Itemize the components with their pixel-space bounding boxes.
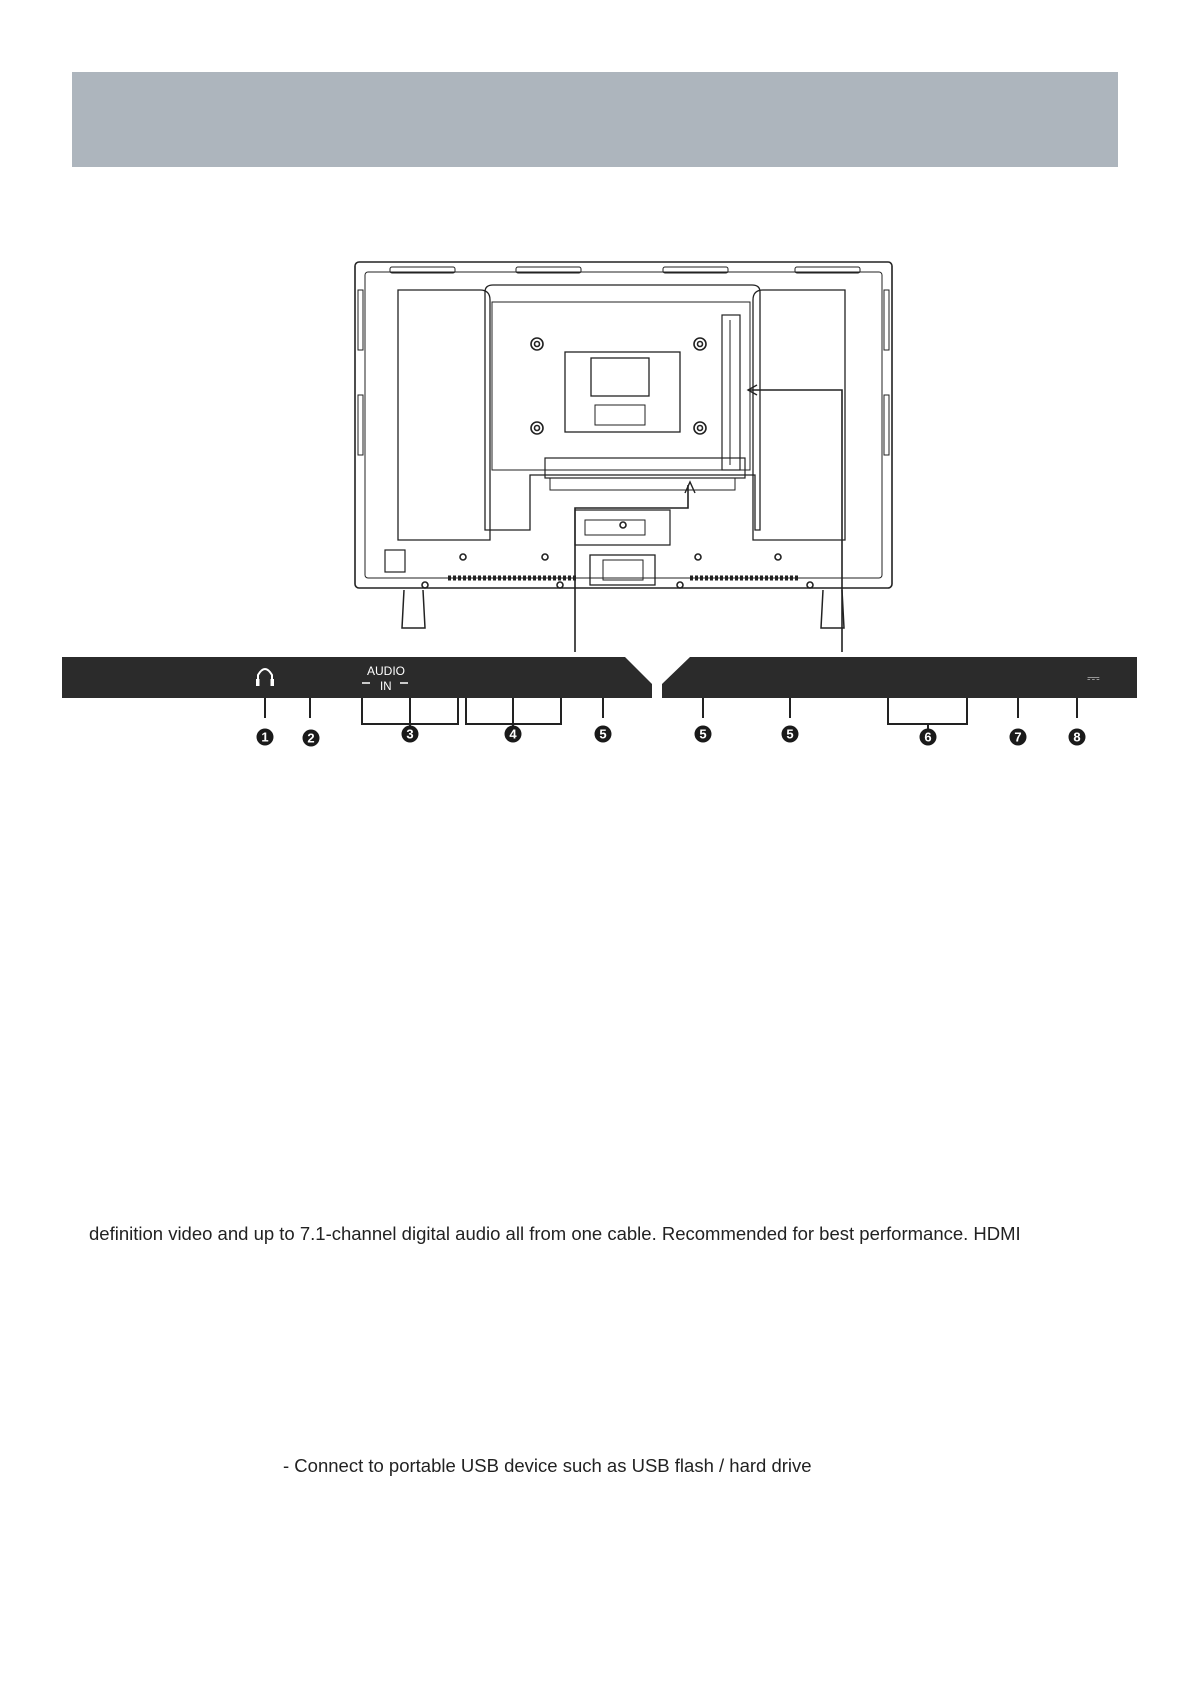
rating-label-plate [565, 352, 680, 432]
callout-4 [505, 726, 522, 743]
svg-text:5: 5 [599, 726, 607, 742]
svg-text:5: 5 [699, 726, 707, 742]
hdmi-description-line: definition video and up to 7.1-channel digital audio all from one cable. Recommended for best performance. HDMI [89, 1223, 1021, 1244]
audio-label-bottom: IN [380, 681, 392, 693]
svg-text:5: 5 [786, 726, 794, 742]
svg-text:8: 8 [1073, 729, 1081, 745]
svg-text:6: 6 [924, 729, 932, 745]
tv-rear-diagram [0, 0, 1191, 780]
right-port-panel [662, 657, 1137, 698]
svg-text:1: 1 [261, 729, 269, 745]
usb-description-line: - Connect to portable USB device such as USB flash / hard drive [283, 1455, 812, 1476]
callout-5c [782, 726, 799, 743]
svg-text:4: 4 [509, 726, 517, 742]
callout-1 [257, 729, 274, 746]
dc-power-symbol: ⎓ [1087, 670, 1100, 687]
right-stand [821, 590, 844, 628]
callout-5b [695, 726, 712, 743]
svg-text:3: 3 [406, 726, 414, 742]
audio-label-top: AUDIO [367, 664, 406, 678]
callout-3 [402, 726, 419, 743]
callout-6 [920, 729, 937, 746]
callout-2 [303, 730, 320, 747]
callout-7 [1010, 729, 1027, 746]
svg-text:7: 7 [1014, 729, 1022, 745]
callout-8 [1069, 729, 1086, 746]
left-stand [402, 590, 425, 628]
svg-text:2: 2 [307, 730, 315, 746]
callout-5a [595, 726, 612, 743]
left-port-panel [62, 657, 652, 698]
